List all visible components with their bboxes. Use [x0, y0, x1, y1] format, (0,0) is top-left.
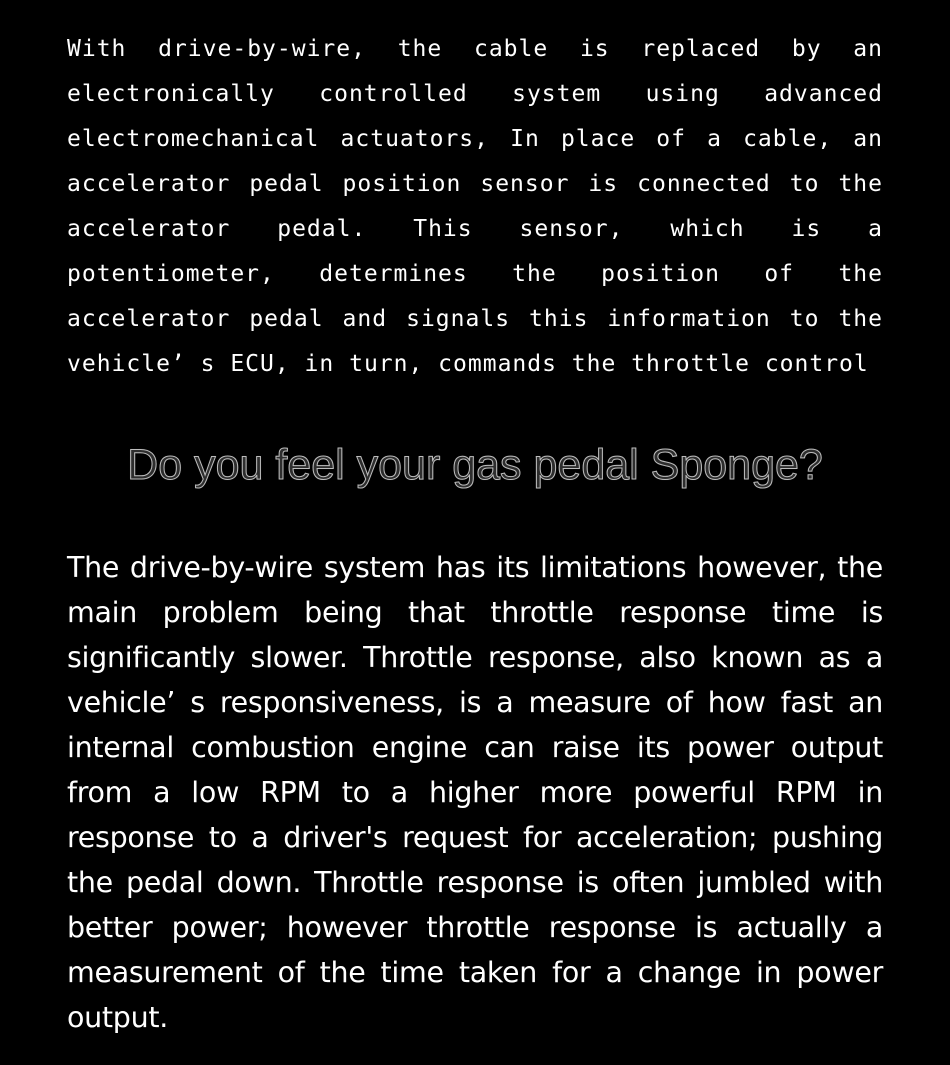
- body-paragraph: The drive-by-wire system has its limitations however, the main problem being that throttle response time is significantly slower. Throttle response, also known as a vehicle’ s responsiveness, is a measure of how fast an internal combustion engine can raise its power output from a low RPM to a higher more powerful RPM in response to a driver's request for acceleration; pushing the pedal down. Throttle response is often jumbled with better power; however throttle response is actually a measurement of the time taken for a change in power output.: [67, 551, 883, 1034]
- section-heading: Do you feel your gas pedal Sponge?: [127, 441, 823, 489]
- intro-paragraph: With drive-by-wire, the cable is replaced by an electronically controlled system using advanced electromechanical actuators, In place of a cable, an accelerator pedal position sensor is connected to the accelerator pedal. This sensor, which is a potentiometer, determines the position of the accelerator pedal and signals this information to the vehicle’ s ECU, in turn, commands the throttle control: [67, 36, 883, 377]
